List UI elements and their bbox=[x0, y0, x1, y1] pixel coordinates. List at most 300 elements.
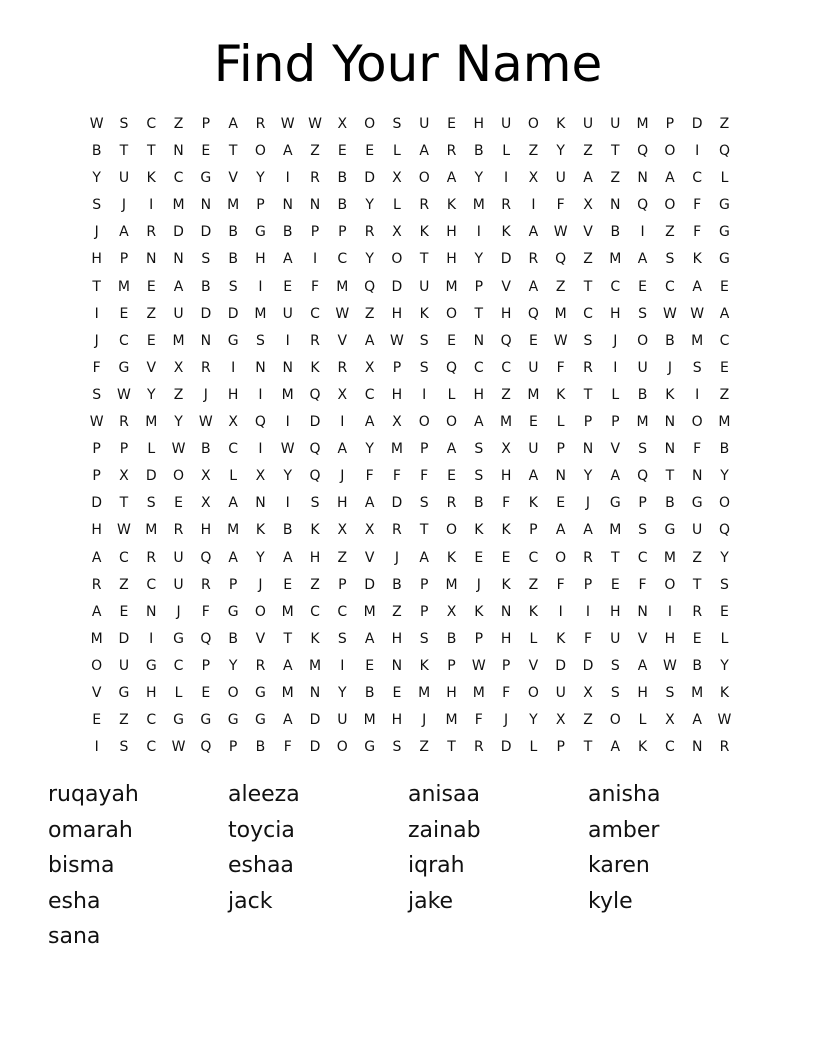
grid-letter: C bbox=[173, 170, 184, 187]
word-list-item: esha bbox=[48, 888, 101, 914]
grid-letter: W bbox=[717, 712, 732, 729]
grid-letter: E bbox=[365, 657, 375, 674]
grid-letter: O bbox=[364, 116, 376, 132]
word-list bbox=[48, 777, 788, 955]
grid-letter: W bbox=[553, 224, 568, 241]
grid-letter: T bbox=[447, 739, 456, 756]
grid-letter: L bbox=[393, 143, 401, 160]
grid-letter: P bbox=[92, 441, 101, 458]
grid-letter: X bbox=[364, 359, 375, 376]
grid-letter: O bbox=[254, 603, 266, 620]
grid-letter: N bbox=[255, 359, 266, 376]
grid-letter: C bbox=[364, 386, 375, 403]
grid-letter: G bbox=[609, 495, 621, 512]
grid-letter: W bbox=[662, 657, 677, 674]
grid-letter: I bbox=[231, 359, 236, 376]
grid-letter: N bbox=[500, 603, 512, 620]
grid-letter: N bbox=[309, 684, 321, 701]
grid-letter: A bbox=[228, 495, 238, 512]
grid-letter: I bbox=[258, 441, 263, 458]
grid-letter: A bbox=[610, 468, 621, 485]
grid-letter: H bbox=[446, 224, 457, 241]
grid-letter: F bbox=[420, 468, 429, 485]
grid-letter: I bbox=[312, 251, 318, 268]
grid-letter: N bbox=[664, 441, 676, 458]
grid-letter: J bbox=[476, 576, 481, 593]
grid-letter: N bbox=[555, 468, 566, 485]
grid-letter: J bbox=[585, 495, 591, 512]
grid-letter: D bbox=[309, 414, 321, 431]
grid-letter: Z bbox=[310, 576, 320, 593]
word-list-item: aleeza bbox=[228, 782, 300, 807]
grid-letter: D bbox=[500, 251, 512, 268]
grid-letter: M bbox=[554, 305, 567, 322]
grid-letter: C bbox=[473, 359, 484, 376]
grid-letter: I bbox=[504, 170, 509, 187]
grid-letter: G bbox=[364, 739, 376, 756]
grid-letter: U bbox=[500, 116, 512, 132]
grid-letter: P bbox=[665, 116, 675, 132]
grid-letter: M bbox=[390, 441, 403, 458]
grid-letter: P bbox=[419, 441, 429, 458]
grid-letter: G bbox=[118, 359, 130, 376]
grid-letter: T bbox=[419, 251, 429, 268]
grid-letter: G bbox=[227, 712, 239, 729]
grid-letter: A bbox=[282, 143, 293, 160]
grid-letter: F bbox=[693, 224, 702, 241]
grid-letter: C bbox=[583, 305, 593, 322]
grid-letter: A bbox=[419, 143, 429, 160]
grid-letter: M bbox=[691, 684, 704, 701]
grid-letter: C bbox=[119, 332, 129, 349]
grid-letter: L bbox=[720, 630, 729, 647]
grid-letter: T bbox=[92, 278, 101, 295]
grid-letter: L bbox=[529, 739, 538, 756]
grid-letter: P bbox=[92, 468, 101, 485]
grid-letter: Z bbox=[419, 739, 429, 756]
grid-letter: E bbox=[447, 116, 456, 132]
grid-letter: R bbox=[200, 359, 211, 376]
grid-letter: Q bbox=[718, 522, 730, 539]
grid-letter: K bbox=[255, 522, 266, 539]
grid-letter: R bbox=[392, 522, 402, 539]
grid-letter: D bbox=[582, 657, 594, 674]
grid-letter: A bbox=[474, 414, 484, 431]
grid-letter: X bbox=[201, 468, 211, 485]
grid-letter: L bbox=[638, 712, 647, 729]
word-list-item: iqrah bbox=[408, 853, 465, 878]
grid-letter: K bbox=[501, 224, 511, 241]
grid-letter: S bbox=[119, 739, 129, 756]
grid-letter: X bbox=[173, 359, 184, 376]
grid-letter: W bbox=[171, 441, 186, 458]
grid-letter: W bbox=[171, 739, 186, 756]
grid-letter: L bbox=[720, 170, 729, 187]
grid-letter: Y bbox=[283, 468, 292, 485]
grid-letter: D bbox=[200, 305, 212, 322]
grid-letter: B bbox=[228, 251, 238, 268]
grid-letter: A bbox=[446, 441, 457, 458]
grid-letter: C bbox=[664, 278, 675, 295]
grid-letter: M bbox=[445, 576, 458, 593]
grid-letter: H bbox=[391, 305, 403, 322]
grid-letter: C bbox=[146, 712, 157, 729]
grid-letter: K bbox=[474, 522, 484, 539]
grid-letter: R bbox=[583, 549, 593, 566]
grid-letter: P bbox=[474, 278, 484, 295]
grid-letter: A bbox=[446, 170, 457, 187]
grid-letter: U bbox=[173, 576, 184, 593]
grid-letter: E bbox=[447, 468, 456, 485]
grid-letter: C bbox=[337, 603, 348, 620]
grid-letter: Z bbox=[555, 278, 566, 295]
grid-letter: H bbox=[255, 251, 266, 268]
grid-letter: G bbox=[227, 603, 239, 620]
grid-letter: V bbox=[528, 657, 539, 674]
grid-letter: R bbox=[583, 359, 593, 376]
grid-letter: G bbox=[200, 170, 212, 187]
grid-letter: E bbox=[201, 684, 211, 701]
grid-letter: K bbox=[528, 603, 538, 620]
grid-letter: M bbox=[363, 712, 376, 729]
grid-letter: H bbox=[610, 305, 621, 322]
grid-letter: C bbox=[664, 739, 675, 756]
grid-letter: K bbox=[692, 251, 702, 268]
grid-letter: A bbox=[119, 224, 129, 241]
grid-letter: A bbox=[91, 603, 102, 620]
grid-letter: W bbox=[308, 116, 322, 132]
grid-letter: C bbox=[719, 332, 730, 349]
grid-letter: P bbox=[529, 522, 538, 539]
grid-letter: I bbox=[613, 359, 618, 376]
grid-letter: F bbox=[283, 739, 292, 756]
grid-letter: N bbox=[473, 332, 485, 349]
grid-letter: H bbox=[91, 522, 102, 539]
grid-letter: R bbox=[173, 522, 184, 539]
grid-letter: B bbox=[364, 684, 375, 701]
grid-letter: I bbox=[149, 630, 154, 647]
grid-letter: Z bbox=[173, 386, 184, 403]
grid-letter: C bbox=[146, 116, 157, 132]
grid-letter: R bbox=[146, 549, 157, 566]
grid-letter: E bbox=[447, 332, 456, 349]
grid-letter: X bbox=[119, 468, 129, 485]
grid-letter: F bbox=[556, 359, 565, 376]
grid-letter: G bbox=[173, 712, 184, 729]
grid-letter: Y bbox=[529, 712, 538, 729]
grid-letter: I bbox=[94, 739, 99, 756]
grid-letter: C bbox=[337, 251, 348, 268]
grid-letter: J bbox=[94, 224, 99, 241]
grid-letter: Z bbox=[719, 116, 730, 132]
grid-letter: M bbox=[281, 386, 294, 403]
grid-letter: B bbox=[91, 143, 102, 160]
grid-letter: B bbox=[692, 657, 702, 674]
grid-letter: T bbox=[419, 522, 429, 539]
word-list-item: omarah bbox=[48, 817, 133, 843]
grid-letter: S bbox=[638, 522, 648, 539]
grid-letter: Z bbox=[583, 143, 593, 160]
grid-letter: O bbox=[227, 684, 239, 701]
grid-letter: N bbox=[610, 197, 621, 214]
grid-letter: J bbox=[422, 712, 427, 729]
grid-letter: X bbox=[364, 522, 375, 539]
grid-letter: B bbox=[228, 224, 238, 241]
grid-letter: T bbox=[665, 468, 675, 485]
grid-letter: Q bbox=[200, 739, 212, 756]
grid-letter: C bbox=[528, 549, 539, 566]
grid-letter: X bbox=[501, 441, 511, 458]
grid-letter: S bbox=[610, 684, 620, 701]
grid-letter: K bbox=[419, 224, 429, 241]
grid-letter: S bbox=[638, 441, 648, 458]
grid-letter: S bbox=[474, 468, 484, 485]
grid-letter: N bbox=[664, 414, 676, 431]
grid-letter: F bbox=[365, 468, 374, 485]
grid-letter: K bbox=[474, 603, 484, 620]
grid-letter: V bbox=[228, 170, 238, 187]
grid-letter: U bbox=[419, 116, 430, 132]
grid-letter: I bbox=[258, 386, 263, 403]
grid-letter: I bbox=[558, 603, 563, 620]
grid-letter: Y bbox=[720, 657, 729, 674]
grid-letter: G bbox=[664, 522, 676, 539]
grid-letter: B bbox=[282, 522, 293, 539]
grid-letter: A bbox=[91, 549, 102, 566]
grid-letter: S bbox=[692, 359, 702, 376]
grid-letter: H bbox=[337, 495, 348, 512]
word-list-item: karen bbox=[588, 853, 650, 878]
grid-letter: W bbox=[89, 116, 104, 132]
grid-letter: N bbox=[146, 251, 157, 268]
grid-letter: L bbox=[393, 197, 401, 214]
grid-letter: J bbox=[394, 549, 399, 566]
grid-letter: B bbox=[201, 278, 211, 295]
grid-letter: A bbox=[637, 657, 648, 674]
grid-letter: F bbox=[556, 197, 565, 214]
grid-letter: M bbox=[363, 603, 376, 620]
grid-letter: E bbox=[337, 143, 347, 160]
grid-letter: K bbox=[146, 170, 156, 187]
grid-letter: T bbox=[119, 143, 129, 160]
grid-letter: Z bbox=[528, 576, 539, 593]
grid-letter: Y bbox=[146, 386, 156, 403]
grid-letter: I bbox=[531, 197, 536, 214]
grid-letter: A bbox=[282, 657, 293, 674]
grid-letter: C bbox=[692, 170, 703, 187]
grid-letter: S bbox=[255, 332, 265, 349]
grid-letter: C bbox=[310, 603, 320, 620]
grid-letter: O bbox=[664, 197, 676, 214]
grid-letter: N bbox=[173, 143, 184, 160]
grid-letter: U bbox=[582, 116, 594, 132]
grid-letter: G bbox=[200, 712, 212, 729]
grid-letter: A bbox=[528, 278, 539, 295]
grid-letter: L bbox=[529, 630, 538, 647]
grid-letter: B bbox=[201, 441, 211, 458]
grid-letter: F bbox=[638, 576, 647, 593]
grid-letter: L bbox=[174, 684, 183, 701]
grid-letter: O bbox=[527, 116, 539, 132]
grid-letter: I bbox=[94, 305, 99, 322]
grid-letter: H bbox=[200, 522, 212, 539]
grid-letter: I bbox=[258, 278, 263, 295]
grid-letter: Y bbox=[228, 657, 238, 674]
grid-letter: Z bbox=[119, 576, 129, 593]
grid-letter: D bbox=[555, 657, 567, 674]
grid-letter: F bbox=[474, 712, 483, 729]
grid-letter: Z bbox=[364, 305, 375, 322]
grid-letter: O bbox=[637, 332, 649, 349]
grid-letter: T bbox=[583, 278, 593, 295]
grid-letter: U bbox=[555, 684, 566, 701]
word-list-item: amber bbox=[588, 817, 660, 843]
grid-letter: Y bbox=[365, 441, 374, 458]
grid-letter: I bbox=[149, 197, 154, 214]
grid-letter: U bbox=[528, 359, 539, 376]
grid-letter: E bbox=[528, 332, 538, 349]
grid-letter: F bbox=[310, 278, 320, 295]
grid-letter: V bbox=[501, 278, 511, 295]
word-list-item: zainab bbox=[408, 817, 481, 843]
grid-letter: I bbox=[422, 386, 427, 403]
grid-letter: P bbox=[611, 414, 620, 431]
grid-letter: K bbox=[528, 495, 538, 512]
grid-letter: O bbox=[609, 712, 621, 729]
grid-letter: P bbox=[119, 251, 129, 268]
grid-letter: K bbox=[637, 739, 648, 756]
grid-letter: X bbox=[583, 197, 593, 214]
grid-letter: Q bbox=[309, 468, 321, 485]
grid-letter: O bbox=[664, 576, 676, 593]
grid-letter: P bbox=[583, 576, 593, 593]
grid-letter: N bbox=[391, 657, 403, 674]
grid-letter: N bbox=[200, 332, 212, 349]
grid-letter: A bbox=[692, 712, 702, 729]
grid-letter: E bbox=[501, 549, 511, 566]
grid-letter: E bbox=[720, 603, 729, 620]
grid-letter: D bbox=[364, 170, 375, 187]
grid-letter: K bbox=[446, 549, 457, 566]
grid-letter: F bbox=[201, 603, 210, 620]
grid-letter: K bbox=[665, 386, 675, 403]
grid-letter: M bbox=[145, 522, 158, 539]
grid-letter: F bbox=[583, 630, 593, 647]
grid-letter: Y bbox=[256, 170, 265, 187]
grid-letter: Q bbox=[718, 143, 730, 160]
grid-letter: P bbox=[338, 576, 347, 593]
grid-letter: H bbox=[91, 251, 102, 268]
grid-letter: H bbox=[391, 712, 403, 729]
grid-letter: V bbox=[146, 359, 157, 376]
grid-letter: A bbox=[337, 441, 348, 458]
grid-letter: L bbox=[611, 386, 620, 403]
grid-letter: L bbox=[447, 386, 456, 403]
grid-letter: M bbox=[145, 414, 158, 431]
grid-letter: O bbox=[445, 414, 458, 431]
grid-letter: Z bbox=[173, 116, 184, 132]
grid-letter: B bbox=[337, 197, 348, 214]
grid-letter: P bbox=[228, 576, 238, 593]
grid-letter: I bbox=[285, 332, 290, 349]
grid-letter: R bbox=[255, 657, 266, 674]
word-list-item: anisaa bbox=[408, 782, 480, 807]
grid-letter: V bbox=[255, 630, 266, 647]
grid-letter: N bbox=[146, 603, 157, 620]
grid-letter: R bbox=[692, 603, 703, 620]
grid-letter: E bbox=[92, 712, 102, 729]
grid-letter: K bbox=[419, 305, 429, 322]
grid-letter: E bbox=[720, 278, 729, 295]
grid-letter: O bbox=[691, 414, 703, 431]
grid-letter: A bbox=[173, 278, 184, 295]
grid-letter: Q bbox=[364, 278, 376, 295]
grid-letter: N bbox=[173, 251, 184, 268]
grid-letter: M bbox=[718, 414, 731, 431]
grid-letter: V bbox=[583, 224, 593, 241]
grid-letter: T bbox=[583, 739, 593, 756]
grid-letter: S bbox=[419, 359, 429, 376]
grid-letter: D bbox=[118, 630, 130, 647]
grid-letter: E bbox=[692, 630, 702, 647]
grid-letter: S bbox=[228, 278, 238, 295]
grid-letter: M bbox=[691, 332, 704, 349]
grid-letter: U bbox=[173, 305, 184, 322]
grid-letter: M bbox=[90, 630, 103, 647]
grid-letter: S bbox=[92, 197, 102, 214]
grid-letter: D bbox=[391, 278, 403, 295]
grid-letter: E bbox=[201, 143, 211, 160]
grid-letter: V bbox=[364, 549, 375, 566]
grid-letter: R bbox=[446, 495, 457, 512]
grid-letter: T bbox=[692, 576, 702, 593]
grid-letter: K bbox=[310, 630, 320, 647]
grid-letter: W bbox=[117, 386, 131, 403]
grid-letter: W bbox=[553, 332, 568, 349]
grid-letter: M bbox=[172, 332, 185, 349]
grid-letter: E bbox=[392, 684, 402, 701]
grid-letter: E bbox=[283, 278, 293, 295]
grid-letter: D bbox=[500, 739, 512, 756]
grid-letter: H bbox=[473, 386, 485, 403]
grid-letter: M bbox=[527, 386, 540, 403]
grid-letter: T bbox=[611, 143, 620, 160]
word-list-item: jake bbox=[408, 888, 454, 914]
grid-letter: H bbox=[145, 684, 157, 701]
grid-letter: D bbox=[173, 224, 184, 241]
grid-letter: I bbox=[340, 414, 345, 431]
grid-letter: O bbox=[445, 522, 458, 539]
grid-letter: U bbox=[337, 712, 348, 729]
grid-letter: K bbox=[310, 522, 320, 539]
grid-letter: Q bbox=[254, 414, 266, 431]
grid-letter: F bbox=[502, 684, 511, 701]
grid-letter: N bbox=[309, 197, 321, 214]
grid-letter: P bbox=[310, 224, 320, 241]
grid-letter: M bbox=[445, 278, 458, 295]
grid-letter: Y bbox=[365, 197, 374, 214]
grid-letter: B bbox=[392, 576, 402, 593]
grid-letter: O bbox=[254, 143, 266, 160]
grid-letter: C bbox=[146, 739, 157, 756]
grid-letter: G bbox=[255, 712, 266, 729]
grid-letter: O bbox=[418, 170, 430, 187]
grid-letter: F bbox=[92, 359, 101, 376]
grid-letter: S bbox=[720, 576, 729, 593]
grid-letter: Z bbox=[528, 143, 539, 160]
grid-letter: I bbox=[667, 603, 672, 620]
grid-letter: E bbox=[556, 495, 566, 512]
